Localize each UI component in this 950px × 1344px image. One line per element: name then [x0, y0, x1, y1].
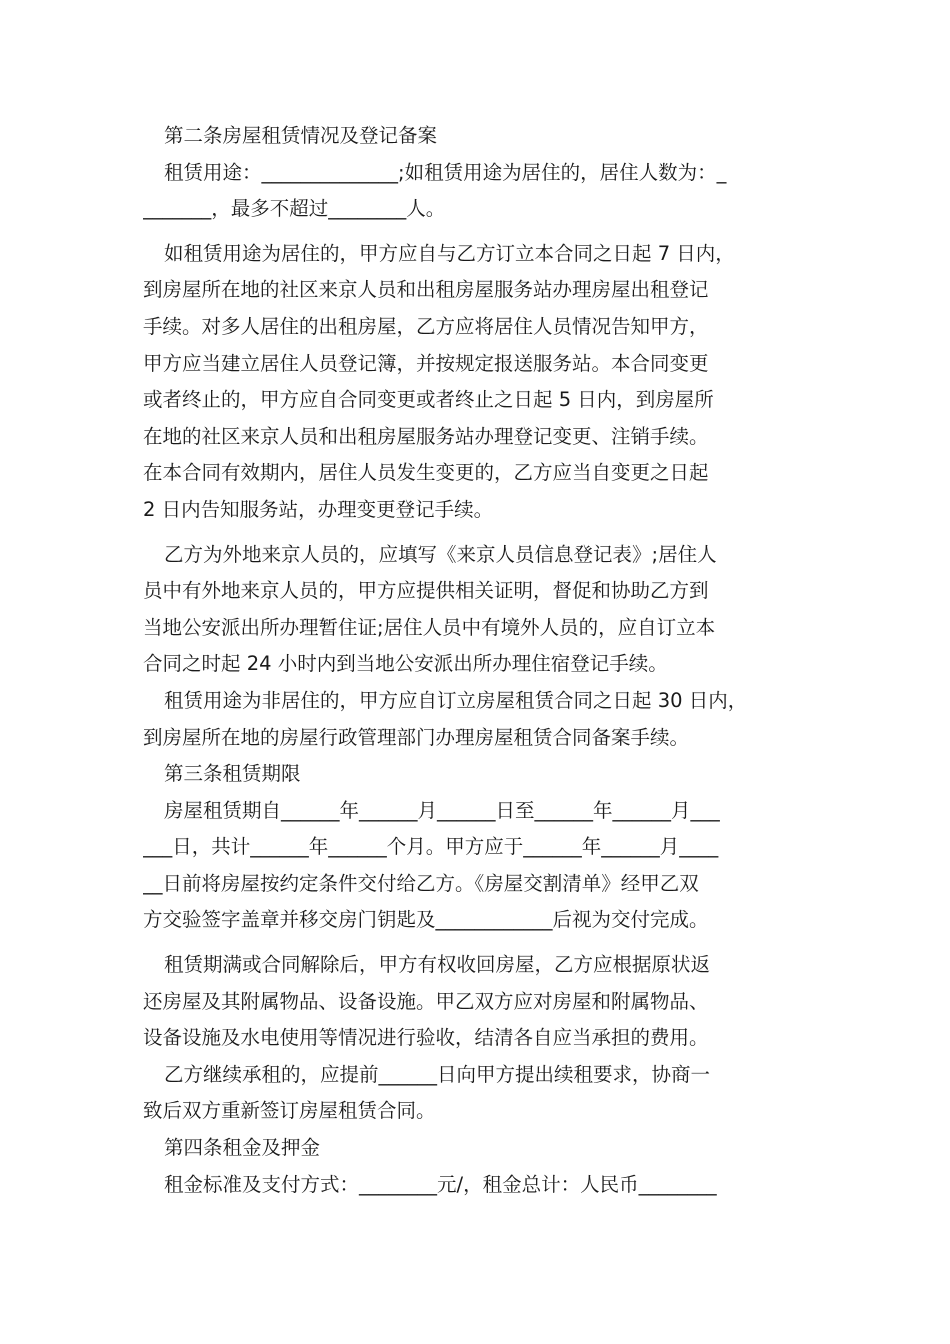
- document-body: [143, 118, 813, 1203]
- text-line: 租赁期满或合同解除后，甲方有权收回房屋，乙方应根据原状返: [164, 953, 711, 977]
- section-heading: 第四条租金及押金: [164, 1136, 321, 1160]
- text-line: ___日，共计______年______个月。甲方应于______年______月____: [143, 835, 719, 859]
- text-line: 甲方应当建立居住人员登记簿，并按规定报送服务站。本合同变更: [143, 351, 709, 375]
- text-line: 租金标准及支付方式：________元/，租金总计：人民币________: [164, 1172, 717, 1196]
- paragraph: [143, 947, 813, 1057]
- text-line: 设备设施及水电使用等情况进行验收，结清各自应当承担的费用。: [143, 1026, 709, 1050]
- paragraph: [143, 793, 813, 939]
- text-line: 致后双方重新签订房屋租赁合同。: [143, 1099, 436, 1123]
- text-line: 员中有外地来京人员的，甲方应提供相关证明，督促和协助乙方到: [143, 579, 709, 603]
- paragraph: [143, 236, 813, 529]
- paragraph: [143, 1057, 813, 1130]
- section-heading: 第二条房屋租赁情况及登记备案: [164, 124, 438, 147]
- text-line: 或者终止的，甲方应自合同变更或者终止之日起 5 日内，到房屋所: [143, 388, 714, 412]
- text-line: 合同之时起 24 小时内到当地公安派出所办理住宿登记手续。: [143, 652, 668, 676]
- text-line: 还房屋及其附属物品、设备设施。甲乙双方应对房屋和附属物品、: [143, 989, 709, 1013]
- text-line: 到房屋所在地的社区来京人员和出租房屋服务站办理房屋出租登记: [143, 278, 709, 302]
- text-line: 租赁用途：______________;如租赁用途为居住的，居住人数为：_: [164, 160, 727, 184]
- text-line: 房屋租赁期自______年______月______日至______年______月___: [164, 798, 720, 822]
- text-line: 乙方为外地来京人员的，应填写《来京人员信息登记表》;居住人: [164, 542, 717, 566]
- text-line: 租赁用途为非居住的，甲方应自订立房屋租赁合同之日起 30 日内，: [164, 688, 748, 712]
- text-line: 手续。对多人居住的出租房屋，乙方应将居住人员情况告知甲方，: [143, 314, 709, 338]
- text-line: __日前将房屋按约定条件交付给乙方。《房屋交割清单》经甲乙双: [143, 871, 699, 895]
- paragraph: [143, 683, 813, 756]
- text-line: _______，最多不超过________人。: [143, 197, 446, 221]
- text-line: 在本合同有效期内，居住人员发生变更的，乙方应当自变更之日起: [143, 461, 709, 485]
- text-line: 如租赁用途为居住的，甲方应自与乙方订立本合同之日起 7 日内，: [164, 241, 735, 265]
- text-line: 乙方继续承租的，应提前______日向甲方提出续租要求，协商一: [164, 1062, 711, 1086]
- text-line: 到房屋所在地的房屋行政管理部门办理房屋租赁合同备案手续。: [143, 725, 690, 749]
- text-line: 2 日内告知服务站，办理变更登记手续。: [143, 497, 494, 521]
- text-line: 当地公安派出所办理暂住证;居住人员中有境外人员的，应自订立本: [143, 615, 716, 639]
- text-line: 在地的社区来京人员和出租房屋服务站办理登记变更、注销手续。: [143, 424, 709, 448]
- text-line: 方交验签字盖章并移交房门钥匙及____________后视为交付完成。: [143, 908, 709, 932]
- section-heading: 第三条租赁期限: [164, 762, 301, 786]
- paragraph: [143, 537, 813, 683]
